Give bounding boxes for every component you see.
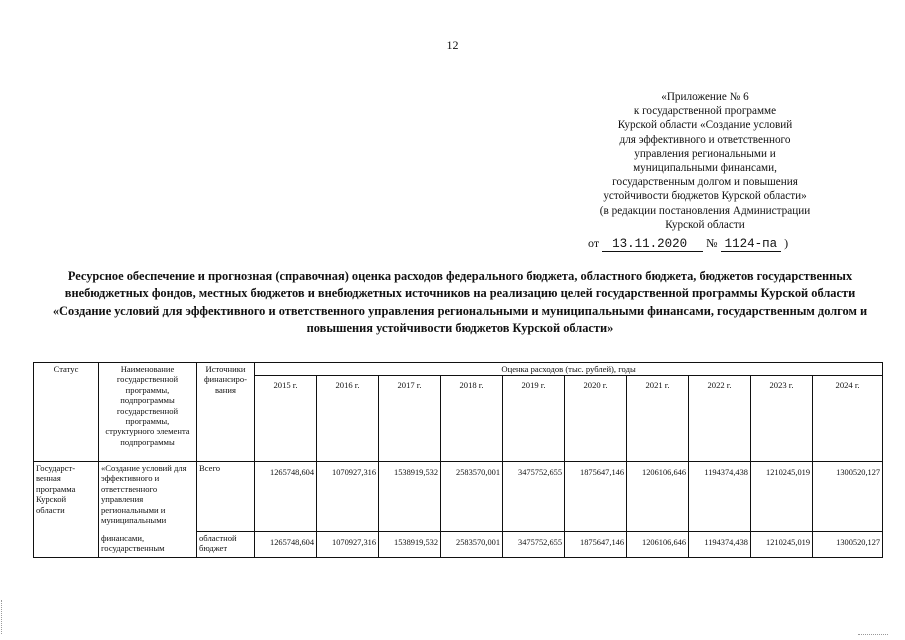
value-cell: 1538919,532 xyxy=(379,532,441,558)
value-cell: 1300520,127 xyxy=(813,532,883,558)
appendix-line: (в редакции постановления Администрации xyxy=(599,204,811,217)
header-row xyxy=(34,363,883,376)
value-cell: 3475752,655 xyxy=(503,532,565,558)
value-cell: 2583570,001 xyxy=(441,462,503,532)
resolution-date: 13.11.2020 xyxy=(602,237,703,252)
appendix-line: «Приложение № 6 xyxy=(661,91,749,103)
value-cell: 1210245,019 xyxy=(751,532,813,558)
year-header: 2022 г. xyxy=(689,376,751,462)
from-label: от xyxy=(588,236,600,250)
status-cell: Государст-венная программа Курской области xyxy=(34,462,99,558)
year-header: 2023 г. xyxy=(751,376,813,462)
value-cell: 1875647,146 xyxy=(565,462,627,532)
value-cell: 2583570,001 xyxy=(441,532,503,558)
source-cell: областной бюджет xyxy=(197,532,255,558)
resolution-number: 1124-па xyxy=(721,237,782,252)
budget-table xyxy=(33,362,883,558)
value-cell: 1206106,646 xyxy=(627,462,689,532)
name-cell-bottom: финансами, государственным xyxy=(99,532,197,558)
appendix-line: к государственной программе xyxy=(633,105,777,118)
appendix-line: для эффективного и ответственного xyxy=(619,133,791,146)
table-row xyxy=(34,532,883,558)
appendix-line: управления региональными и xyxy=(634,147,776,160)
appendix-line: Курской области «Создание условий xyxy=(617,119,793,132)
header-estimate: Оценка расходов (тыс. рублей), годы xyxy=(255,363,883,376)
value-cell: 1070927,316 xyxy=(317,462,379,532)
document-title: Ресурсное обеспечение и прогнозная (справочная) оценка расходов федерального бюджета, областного бюджета, бюджетов государственных внебюджетных фондов, местных бюджетов и внебюджетных источников на реализацию целей государственной программы Курской области «Создание условий для эффективного и ответственного управления региональными и муниципальными финансами, государственным долгом и повышения устойчивости бюджетов Курской области» xyxy=(52,269,868,335)
value-cell: 1875647,146 xyxy=(565,532,627,558)
value-cell: 1265748,604 xyxy=(255,532,317,558)
year-header: 2015 г. xyxy=(255,376,317,462)
number-label: № xyxy=(706,236,718,250)
table-row xyxy=(34,462,883,532)
appendix-line: Курской области xyxy=(665,218,745,231)
value-cell: 1194374,438 xyxy=(689,462,751,532)
year-header: 2016 г. xyxy=(317,376,379,462)
value-cell: 1206106,646 xyxy=(627,532,689,558)
header-status: Статус xyxy=(34,363,99,462)
year-header: 2024 г. xyxy=(813,376,883,462)
year-header: 2018 г. xyxy=(441,376,503,462)
year-header: 2017 г. xyxy=(379,376,441,462)
appendix-line: муниципальными финансами, xyxy=(633,162,777,175)
scan-edge-mark xyxy=(858,634,888,636)
scan-edge-mark xyxy=(1,600,4,634)
value-cell: 1210245,019 xyxy=(751,462,813,532)
name-cell-top: «Создание условий для эффективного и ответственного управления региональными и муниципальными xyxy=(99,462,197,532)
appendix-block xyxy=(560,90,850,232)
value-cell: 3475752,655 xyxy=(503,462,565,532)
page-number: 12 xyxy=(446,38,459,52)
year-header: 2019 г. xyxy=(503,376,565,462)
appendix-line: устойчивости бюджетов Курской области» xyxy=(603,190,807,203)
value-cell: 1300520,127 xyxy=(813,462,883,532)
value-cell: 1194374,438 xyxy=(689,532,751,558)
value-cell: 1538919,532 xyxy=(379,462,441,532)
header-name: Наименование государственной программы, подпрограммы государственной программы, структурного элемента подпрограммы xyxy=(99,363,197,462)
value-cell: 1070927,316 xyxy=(317,532,379,558)
resolution-date-number xyxy=(588,236,828,251)
header-sources: Источники финансиро-вания xyxy=(197,363,255,462)
year-header: 2021 г. xyxy=(627,376,689,462)
year-header: 2020 г. xyxy=(565,376,627,462)
value-cell: 1265748,604 xyxy=(255,462,317,532)
close-paren: ) xyxy=(784,236,789,250)
appendix-line: государственным долгом и повышения xyxy=(612,176,798,189)
source-cell: Всего xyxy=(197,462,255,532)
